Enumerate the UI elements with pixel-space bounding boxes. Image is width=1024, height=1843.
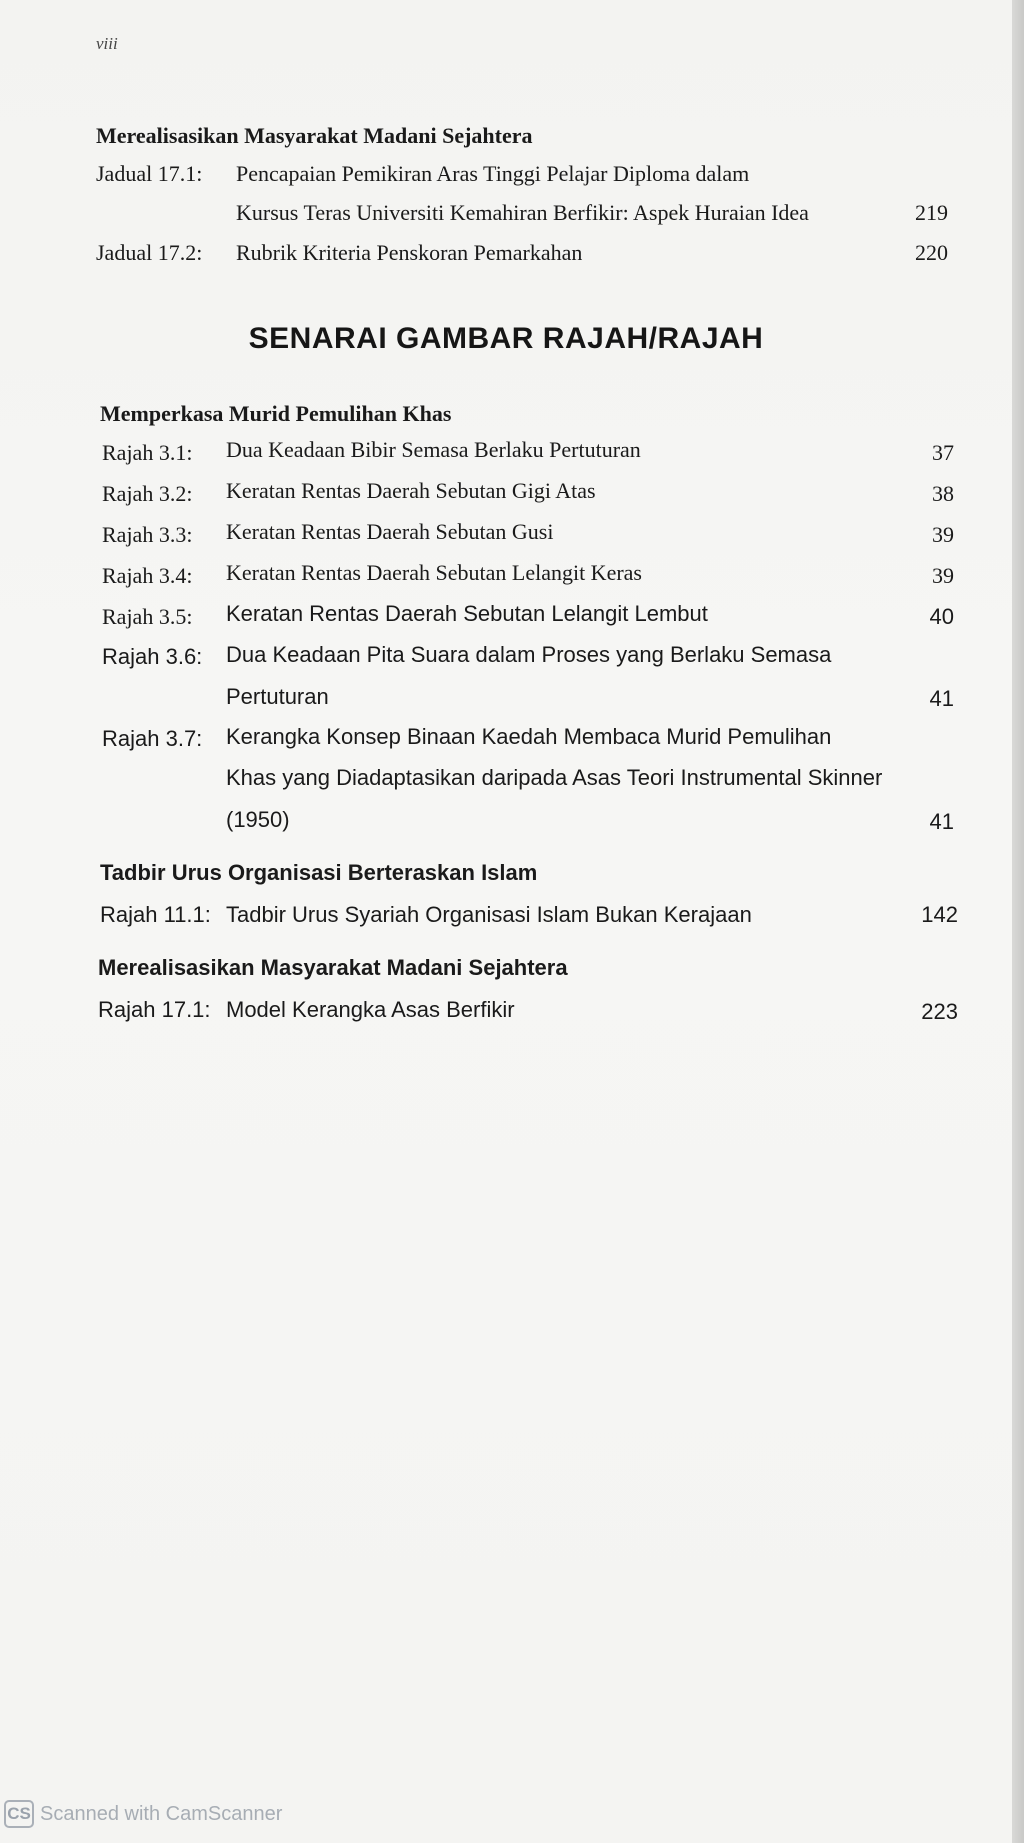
figure-entry-title: Model Kerangka Asas Berfikir <box>226 997 515 1022</box>
figures-heading: SENARAI GAMBAR RAJAH/RAJAH <box>248 322 764 355</box>
figure-entry-page: 41 <box>929 686 954 711</box>
figure-entry-label: Rajah 3.3: <box>102 522 193 547</box>
figure-entry-title: Kerangka Konsep Binaan Kaedah Membaca Murid Pemulihan <box>226 724 832 749</box>
figure-entry-page: 38 <box>932 481 954 506</box>
figure-entry-title: Keratan Rentas Daerah Sebutan Gigi Atas <box>226 478 596 503</box>
figure-entry-title: Keratan Rentas Daerah Sebutan Lelangit Lembut <box>226 601 708 626</box>
table-entry-label: Jadual 17.2: <box>96 240 203 265</box>
figure-entry-page: 40 <box>929 604 954 629</box>
figure-entry-title: Tadbir Urus Syariah Organisasi Islam Bukan Kerajaan <box>226 902 752 927</box>
figure-entry-label: Rajah 17.1: <box>98 997 211 1022</box>
watermark-text: Scanned with CamScanner <box>40 1802 283 1825</box>
table-entry-title: Pencapaian Pemikiran Aras Tinggi Pelajar Diploma dalam <box>236 161 750 186</box>
figure-entry-label: Rajah 11.1: <box>100 902 211 927</box>
page-number: viii <box>96 34 118 53</box>
camscanner-logo-icon: CS <box>4 1800 34 1828</box>
figure-entry-page: 142 <box>921 902 958 927</box>
camscanner-watermark <box>4 1800 282 1828</box>
figure-entry-page: 223 <box>921 999 958 1024</box>
figure-entry-label: Rajah 3.7: <box>102 726 203 751</box>
figure-entry-label: Rajah 3.5: <box>102 604 193 629</box>
table-entry-title-cont: Kursus Teras Universiti Kemahiran Berfikir: Aspek Huraian Idea <box>236 200 809 225</box>
table-entry-label: Jadual 17.1: <box>96 161 203 186</box>
figure-entry-page: 39 <box>932 563 954 588</box>
figure-entry-title-cont: Khas yang Diadaptasikan daripada Asas Teori Instrumental Skinner <box>226 765 883 790</box>
section-title-figures: Memperkasa Murid Pemulihan Khas <box>100 401 452 426</box>
figure-entry-title: Keratan Rentas Daerah Sebutan Gusi <box>226 519 554 544</box>
section-title-figures: Tadbir Urus Organisasi Berteraskan Islam <box>100 860 538 885</box>
figure-entry-page: 37 <box>932 440 954 465</box>
section-title-tables: Merealisasikan Masyarakat Madani Sejahtera <box>96 123 533 148</box>
table-entry-page: 220 <box>915 240 948 265</box>
section-title-figures: Merealisasikan Masyarakat Madani Sejahtera <box>98 955 568 980</box>
figure-entry-page: 41 <box>929 809 954 834</box>
figure-entry-title: Dua Keadaan Bibir Semasa Berlaku Pertuturan <box>226 437 641 462</box>
figure-entry-title-cont: Pertuturan <box>226 684 329 709</box>
figure-entry-title: Dua Keadaan Pita Suara dalam Proses yang Berlaku Semasa <box>226 642 832 667</box>
figure-entry-title: Keratan Rentas Daerah Sebutan Lelangit Keras <box>226 560 642 585</box>
figure-entry-label: Rajah 3.6: <box>102 644 203 669</box>
figure-entry-page: 39 <box>932 522 954 547</box>
table-entry-title: Rubrik Kriteria Penskoran Pemarkahan <box>236 240 583 265</box>
figure-entry-label: Rajah 3.1: <box>102 440 193 465</box>
figure-entry-label: Rajah 3.2: <box>102 481 193 506</box>
page-edge-shadow <box>1012 0 1024 1843</box>
table-entry-page: 219 <box>915 200 948 225</box>
figure-entry-title-cont: (1950) <box>226 807 290 832</box>
figure-entry-label: Rajah 3.4: <box>102 563 193 588</box>
